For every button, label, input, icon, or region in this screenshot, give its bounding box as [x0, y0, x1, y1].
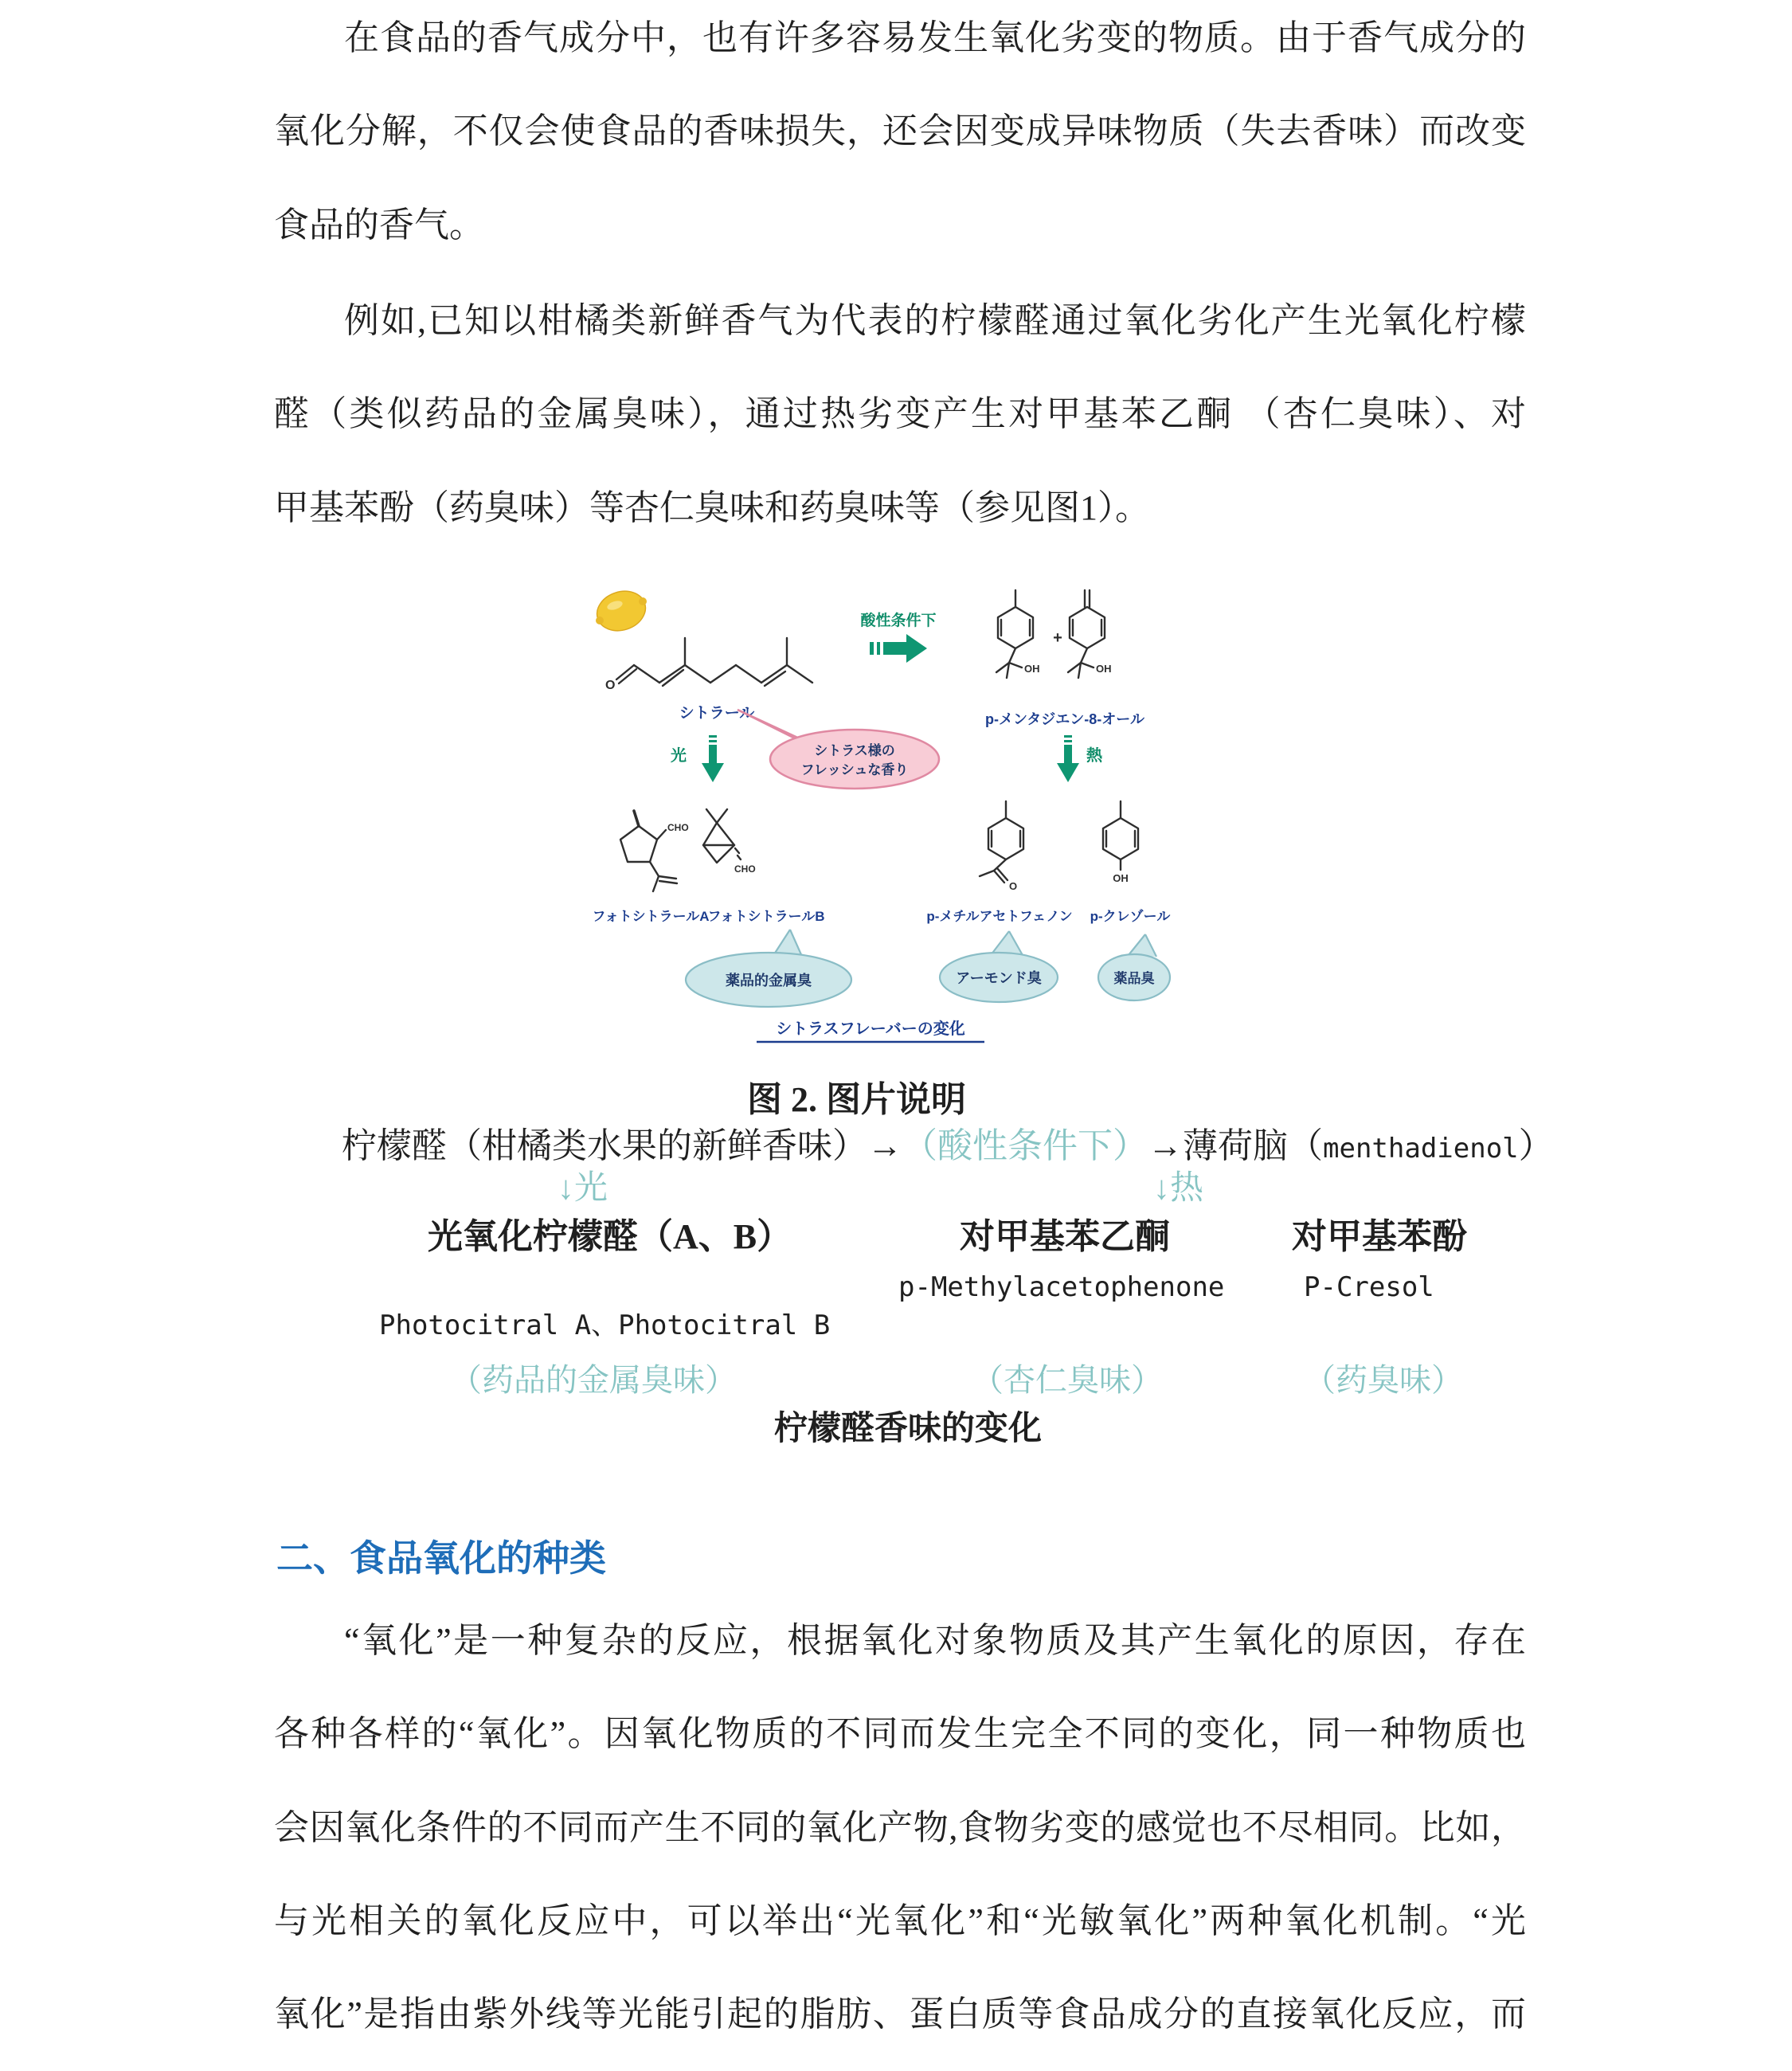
- hydroxyl-label: OH: [1024, 663, 1040, 675]
- fresh-bubble-line1: シトラス様の: [814, 743, 895, 758]
- cho-label: CHO: [734, 863, 756, 875]
- body-line: 醛（类似药品的金属臭味），通过热劣变产生对甲基苯乙酮 （杏仁臭味）、对: [274, 394, 1526, 433]
- caption-flow-line: [342, 1126, 1554, 1167]
- down-arrow-heat-icon: [1057, 735, 1079, 782]
- body-line: 食品的香气。: [274, 206, 484, 245]
- figure-title: 图 2. 图片说明: [747, 1080, 966, 1119]
- citral-label: シトラール: [679, 705, 755, 722]
- diagram-footer-label: シトラスフレーバーの変化: [776, 1020, 965, 1038]
- photocitral-b-structure: [703, 809, 756, 875]
- light-label: 光: [671, 747, 687, 765]
- almond-odor-text: アーモンド臭: [956, 970, 1042, 986]
- menthadienol-structures: [996, 590, 1112, 678]
- arrow-light-label: ↓光: [558, 1170, 608, 1207]
- metal-odor-bubble: [686, 930, 851, 1007]
- heat-label: 熱: [1086, 747, 1102, 765]
- product-right-en: P-Cresol: [1304, 1271, 1434, 1303]
- down-arrow-light-icon: [702, 735, 724, 782]
- body-line: 与光相关的氧化反应中，可以举出“光氧化”和“光敏氧化”两种氧化机制。“光: [274, 1901, 1526, 1940]
- hydroxyl-label: OH: [1113, 872, 1129, 884]
- cresol-label: p-クレゾール: [1090, 909, 1171, 924]
- body-line: 例如,已知以柑橘类新鲜香气为代表的柠檬醛通过氧化劣化产生光氧化柠檬: [344, 301, 1526, 340]
- body-line: 氧化分解，不仅会使食品的香味损失，还会因变成异味物质（失去香味）而改变: [274, 112, 1526, 151]
- product-left-en: Photocitral A、Photocitral B: [379, 1310, 831, 1341]
- methylacetophenone-label: p-メチルアセトフェノン: [926, 909, 1073, 924]
- oxygen-atom-label: O: [1009, 880, 1018, 892]
- almond-odor-bubble: [940, 931, 1058, 1002]
- arrow-heat-label: ↓热: [1153, 1170, 1204, 1207]
- body-line: “氧化”是一种复杂的反应，根据氧化对象物质及其产生氧化的原因，存在: [344, 1621, 1526, 1660]
- odor-left-label: （药品的金属臭味）: [450, 1362, 737, 1398]
- photocitral-a-label: フォトシトラールA: [592, 909, 710, 924]
- methylacetophenone-structure: [980, 801, 1023, 892]
- medicine-odor-bubble: [1098, 934, 1170, 1000]
- cho-label: CHO: [667, 822, 689, 833]
- menthadienol-label: p-メンタジエン-8-オール: [985, 711, 1144, 727]
- metal-odor-text: 薬品的金属臭: [726, 973, 812, 989]
- body-line: 各种各样的“氧化”。因氧化物质的不同而发生完全不同的变化，同一种物质也: [274, 1714, 1526, 1753]
- fresh-citrus-bubble: [738, 710, 939, 789]
- flow-acid-condition: （酸性条件下）: [902, 1126, 1148, 1165]
- body-line: 甲基苯酚（药臭味）等杏仁臭味和药臭味等（参见图1）。: [274, 488, 1150, 527]
- body-line: 会因氧化条件的不同而产生不同的氧化产物,食物劣变的感觉也不尽相同。比如，: [274, 1808, 1526, 1847]
- body-line: 氧化”是指由紫外线等光能引起的脂肪、蛋白质等食品成分的直接氧化反应，而: [274, 1995, 1526, 2034]
- odor-mid-label: （杏仁臭味）: [972, 1362, 1163, 1398]
- caption-footer: 柠檬醛香味的变化: [774, 1411, 1043, 1447]
- photocitral-a-structure: [620, 811, 689, 891]
- cresol-structure: [1103, 801, 1138, 884]
- oxygen-atom-label: O: [605, 679, 616, 692]
- product-left-cn: 光氧化柠檬醛（A、B）: [428, 1217, 792, 1256]
- section-heading: 二、食品氧化的种类: [276, 1538, 606, 1579]
- fresh-bubble-line2: フレッシュな香り: [800, 762, 909, 777]
- body-line: 在食品的香气成分中，也有许多容易发生氧化劣变的物质。由于香气成分的: [344, 18, 1526, 57]
- citral-structure: [605, 638, 812, 692]
- flow-right-pre: →薄荷脑（: [1148, 1126, 1323, 1165]
- flow-right-post: ）: [1518, 1126, 1554, 1165]
- product-mid-cn: 对甲基苯乙酮: [960, 1217, 1170, 1256]
- product-mid-en: p-Methylacetophenone: [898, 1271, 1225, 1303]
- odor-right-label: （药臭味）: [1304, 1362, 1463, 1398]
- flow-menthadienol-en: menthadienol: [1323, 1133, 1519, 1165]
- right-arrow-icon: [870, 634, 927, 663]
- lemon-icon: [592, 585, 651, 637]
- acid-condition-label: 酸性条件下: [860, 613, 937, 629]
- hydroxyl-label: OH: [1096, 663, 1112, 675]
- photocitral-b-label: フォトシトラールB: [707, 909, 825, 924]
- medicine-odor-text: 薬品臭: [1113, 971, 1155, 986]
- plus-sign: +: [1053, 629, 1062, 647]
- product-right-cn: 对甲基苯酚: [1292, 1217, 1467, 1256]
- citral-flavor-diagram: [589, 582, 1203, 1052]
- flow-left-text: 柠檬醛（柑橘类水果的新鲜香味）→: [342, 1126, 902, 1165]
